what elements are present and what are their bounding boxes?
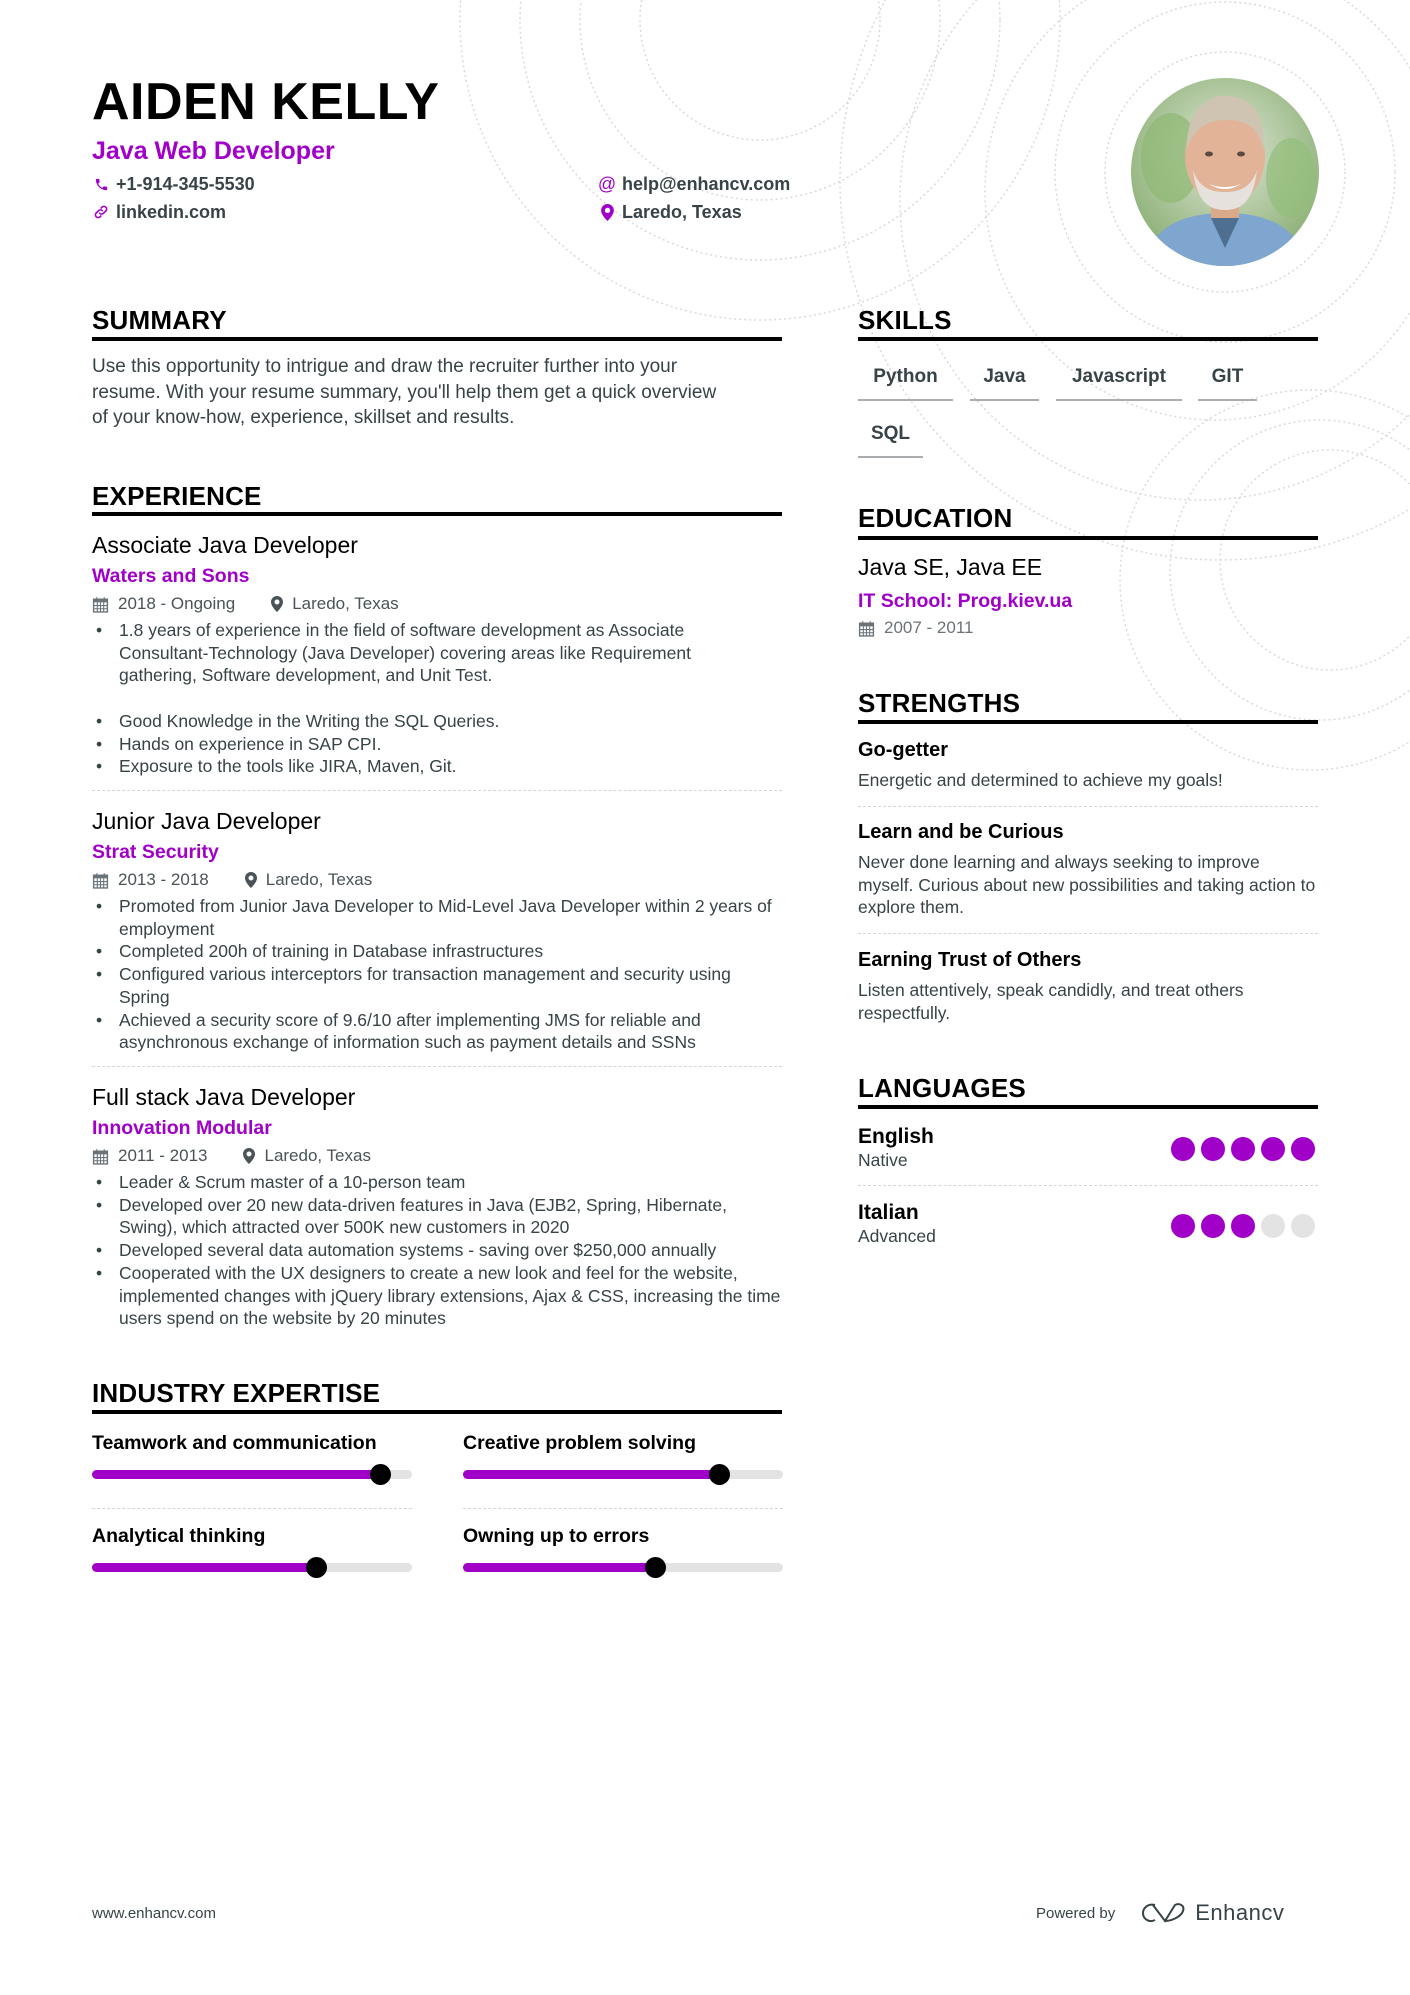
expertise-label: Creative problem solving: [463, 1432, 696, 1454]
job-bullet: • Achieved a security score of 9.6/10 after implementing JMS for reliable and asynchronous exchange of information such as payment details and SSNs: [92, 1009, 772, 1054]
strength-item: [858, 819, 1318, 919]
expertise-label: Analytical thinking: [92, 1525, 266, 1547]
candidate-title: Java Web Developer: [92, 137, 335, 165]
link-text: linkedin.com: [116, 202, 227, 222]
job-company: Waters and Sons: [92, 565, 250, 587]
job-bullet: • 1.8 years of experience in the field of software development as Associate Consultant-Technology (Java Developer) covering areas like Requirement gathering, Software development, and Unit Test.: [92, 619, 772, 687]
expertise-fill: [92, 1563, 316, 1572]
divider: [858, 933, 1318, 934]
phone-text: +1-914-345-5530: [116, 174, 255, 194]
enhancv-logo-icon: [1141, 1901, 1187, 1925]
strengths-rule: [858, 720, 1318, 724]
rating-dot-filled: [1231, 1214, 1255, 1238]
language-item: [858, 1201, 936, 1247]
summary-line: Use this opportunity to intrigue and draw the recruiter further into your: [92, 356, 678, 377]
rating-dot-filled: [1171, 1137, 1195, 1161]
map-pin-icon: [243, 1148, 255, 1165]
job-bullet: • Completed 200h of training in Database infrastructures: [92, 940, 772, 963]
job-title: Full stack Java Developer: [92, 1084, 356, 1110]
contact-link[interactable]: [92, 200, 226, 224]
expertise-label: Teamwork and communication: [92, 1432, 377, 1454]
job-bullet: • Configured various interceptors for transaction management and security using Spring: [92, 963, 772, 1008]
job-title: Junior Java Developer: [92, 808, 321, 834]
footer-powered-by[interactable]: [1036, 1900, 1284, 1926]
job-entry: [92, 807, 782, 1054]
skill-tag: SQL: [858, 421, 923, 458]
job-title: Associate Java Developer: [92, 532, 358, 558]
strength-desc: Never done learning and always seeking to improve myself. Curious about new possibilities and taking action to explore them.: [858, 852, 1316, 917]
summary-line: resume. With your resume summary, you'll help them get a quick overview: [92, 381, 717, 403]
calendar-icon: [92, 872, 109, 889]
skill-tag: Python: [858, 364, 953, 401]
location-text: Laredo, Texas: [622, 202, 742, 222]
calendar-icon: [858, 620, 875, 637]
divider: [858, 1185, 1318, 1186]
contact-phone[interactable]: [92, 172, 255, 196]
expertise-fill: [463, 1470, 719, 1479]
map-pin-icon: [271, 596, 283, 613]
language-rating: [1171, 1214, 1315, 1238]
contact-email[interactable]: [598, 172, 790, 196]
contact-location: [598, 200, 742, 224]
phone-icon: [92, 177, 110, 192]
strength-title: Learn and be Curious: [858, 821, 1064, 843]
strength-desc: Energetic and determined to achieve my goals!: [858, 770, 1223, 790]
job-meta: [92, 593, 782, 615]
job-bullet: • Exposure to the tools like JIRA, Maven, Git.: [92, 755, 772, 778]
languages-heading: LANGUAGES: [858, 1073, 1026, 1103]
skills-heading: SKILLS: [858, 305, 952, 335]
education-degree: Java SE, Java EE: [858, 554, 1043, 580]
job-bullet: • Developed over 20 new data-driven features in Java (EJB2, Spring, Hibernate, Swing), which attracted over 500K new customers in 2020: [92, 1194, 782, 1239]
expertise-slider: [463, 1563, 783, 1572]
divider: [92, 1508, 412, 1509]
education-school: IT School: Prog.kiev.ua: [858, 590, 1073, 612]
summary-line: of your know-how, experience, skillset and results.: [92, 407, 515, 428]
calendar-icon: [92, 596, 109, 613]
candidate-name: AIDEN KELLY: [92, 73, 440, 131]
rating-dot-filled: [1201, 1214, 1225, 1238]
education-dates: 2007 - 2011: [884, 618, 974, 637]
map-pin-icon: [598, 204, 616, 221]
experience-heading: EXPERIENCE: [92, 481, 262, 511]
profile-photo: [1131, 78, 1319, 266]
skills-rule: [858, 337, 1318, 341]
language-name: Italian: [858, 1201, 919, 1224]
divider: [858, 806, 1318, 807]
language-level: Advanced: [858, 1226, 936, 1246]
job-dates: 2011 - 2013: [118, 1146, 208, 1165]
expertise-knob: [306, 1557, 327, 1578]
map-pin-icon: [245, 872, 257, 889]
rating-dot-filled: [1171, 1214, 1195, 1238]
job-bullet: • Leader & Scrum master of a 10-person team: [92, 1171, 782, 1194]
languages-rule: [858, 1105, 1318, 1109]
rating-dot-empty: [1291, 1214, 1315, 1238]
summary-heading: SUMMARY: [92, 305, 227, 335]
job-bullet: • Developed several data automation systems - saving over $250,000 annually: [92, 1239, 782, 1262]
divider: [463, 1508, 783, 1509]
job-dates: 2018 - Ongoing: [118, 594, 236, 613]
strength-title: Earning Trust of Others: [858, 949, 1082, 971]
strength-title: Go-getter: [858, 739, 948, 761]
expertise-knob: [645, 1557, 666, 1578]
bullet-spacer: [92, 687, 772, 710]
education-meta: [858, 617, 973, 639]
rating-dot-filled: [1261, 1137, 1285, 1161]
job-entry: [92, 1083, 782, 1330]
job-location: Laredo, Texas: [265, 870, 373, 889]
footer-website-link[interactable]: www.enhancv.com: [92, 1905, 216, 1922]
expertise-knob: [370, 1464, 391, 1485]
summary-text: [92, 354, 782, 431]
job-bullets: [92, 1171, 782, 1330]
rating-dot-filled: [1291, 1137, 1315, 1161]
job-bullet: • Hands on experience in SAP CPI.: [92, 733, 772, 756]
expertise-knob: [709, 1464, 730, 1485]
brand-name: Enhancv: [1195, 1900, 1285, 1925]
summary-rule: [92, 337, 782, 341]
job-bullet: • Promoted from Junior Java Developer to Mid-Level Java Developer within 2 years of employment: [92, 895, 772, 940]
language-name: English: [858, 1125, 934, 1148]
industry-expertise-rule: [92, 1410, 782, 1414]
expertise-slider: [92, 1563, 412, 1572]
language-level: Native: [858, 1150, 908, 1170]
job-dates: 2013 - 2018: [118, 870, 209, 889]
skill-tag: Javascript: [1056, 364, 1182, 401]
job-location: Laredo, Texas: [264, 1146, 371, 1165]
divider: [92, 790, 782, 791]
strength-desc: Listen attentively, speak candidly, and treat others respectfully.: [858, 980, 1244, 1023]
job-bullets: [92, 619, 772, 778]
job-bullet: • Cooperated with the UX designers to create a new look and feel for the website, implemented changes with jQuery library extensions, Ajax & CSS, increasing the time users spend on the website by 20 minutes: [92, 1262, 782, 1330]
rating-dot-filled: [1201, 1137, 1225, 1161]
powered-by-label: Powered by: [1036, 1904, 1116, 1922]
expertise-slider: [463, 1470, 783, 1479]
job-meta: [92, 1145, 782, 1167]
language-rating: [1171, 1137, 1315, 1161]
skill-tag: Java: [970, 364, 1039, 401]
rating-dot-empty: [1261, 1214, 1285, 1238]
job-entry: [92, 531, 782, 778]
industry-expertise-heading: INDUSTRY EXPERTISE: [92, 1378, 381, 1408]
email-text: help@enhancv.com: [622, 174, 791, 194]
link-icon: [92, 204, 110, 220]
strength-item: [858, 947, 1318, 1024]
calendar-icon: [92, 1148, 109, 1165]
at-icon: @: [597, 174, 617, 194]
expertise-label: Owning up to errors: [463, 1525, 650, 1547]
strengths-heading: STRENGTHS: [858, 688, 1021, 718]
expertise-slider: [92, 1470, 412, 1479]
job-company: Innovation Modular: [92, 1117, 272, 1139]
job-company: Strat Security: [92, 841, 219, 863]
education-heading: EDUCATION: [858, 503, 1013, 533]
education-rule: [858, 536, 1318, 540]
expertise-fill: [92, 1470, 380, 1479]
rating-dot-filled: [1231, 1137, 1255, 1161]
job-meta: [92, 869, 782, 891]
strength-item: [858, 737, 1318, 792]
language-item: [858, 1125, 934, 1171]
job-location: Laredo, Texas: [292, 594, 399, 613]
job-bullets: [92, 895, 772, 1054]
divider: [92, 1066, 782, 1067]
expertise-fill: [463, 1563, 655, 1572]
experience-rule: [92, 512, 782, 516]
job-bullet: • Good Knowledge in the Writing the SQL Queries.: [92, 710, 772, 733]
skill-tag: GIT: [1198, 364, 1257, 401]
